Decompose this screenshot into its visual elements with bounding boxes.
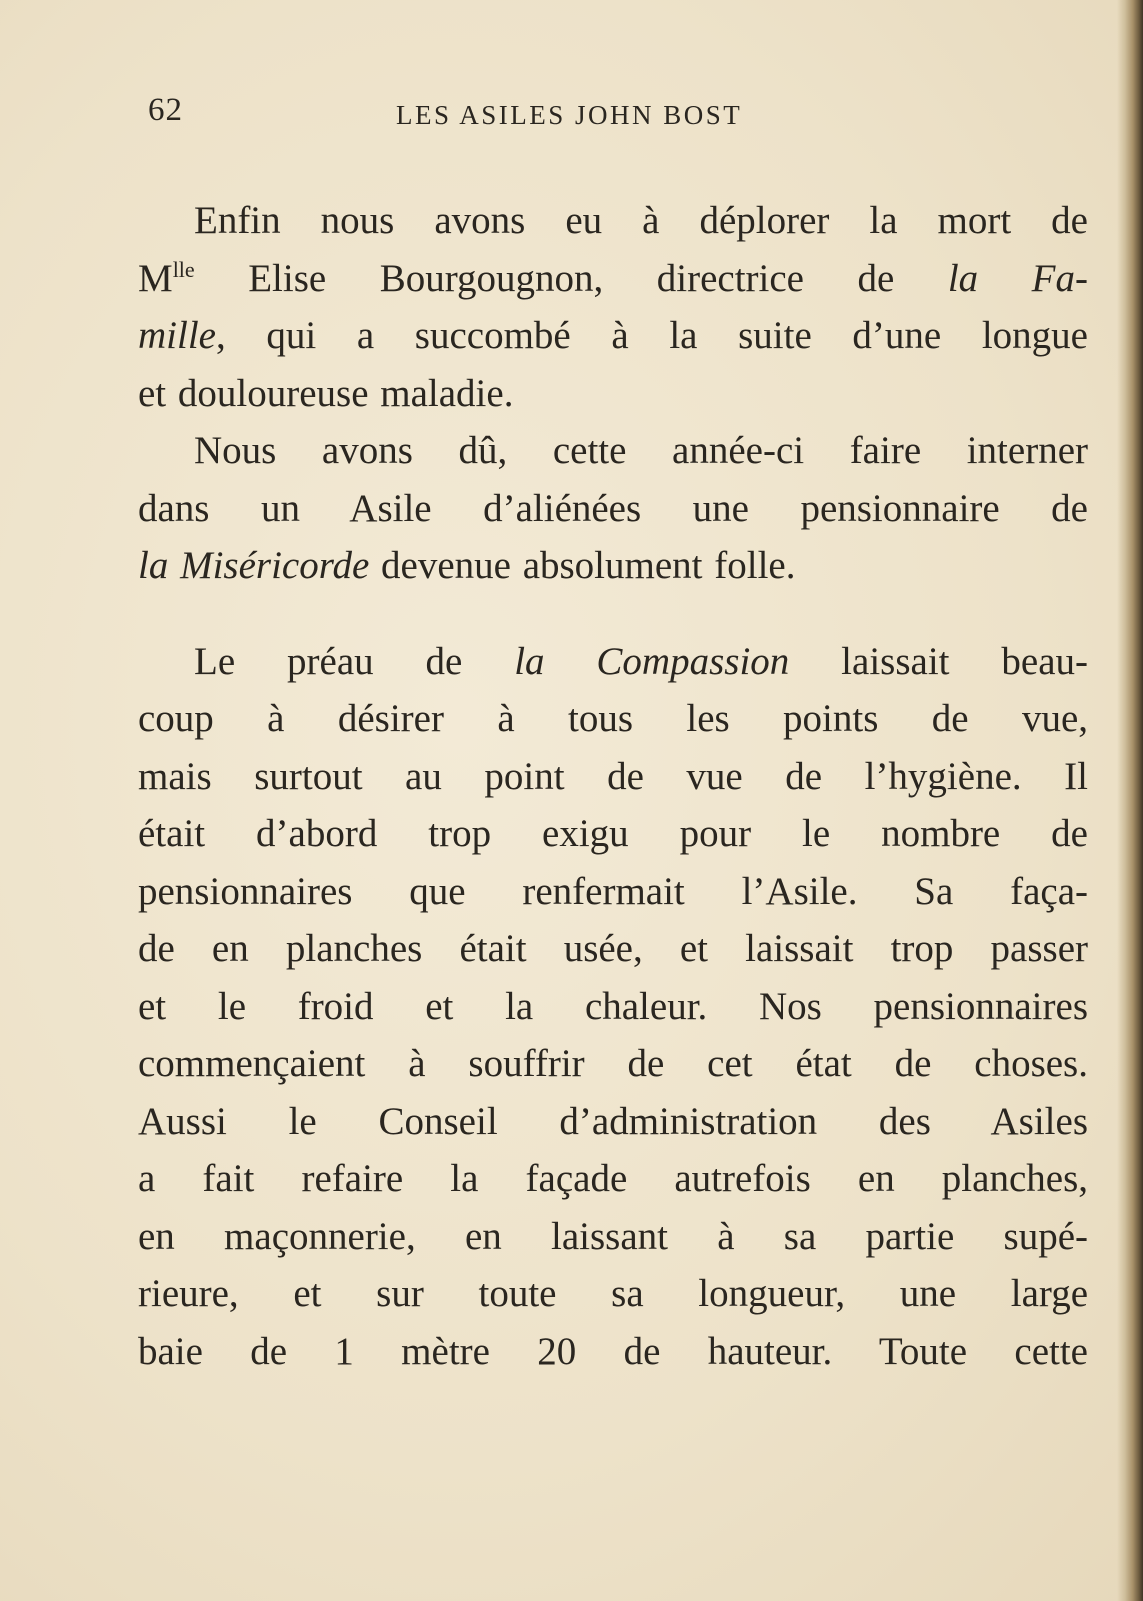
text-line: dans un Asile d’aliénées une pensionnaire de <box>138 486 1088 530</box>
text-fragment: , qui a succombé à la suite d’une longue <box>215 314 1088 357</box>
text-fragment: Elise Bourgougnon, directrice de <box>194 256 948 300</box>
text-line: et le froid et la chaleur. Nos pensionnaires <box>138 984 1088 1028</box>
text-line: commençaient à souffrir de cet état de choses. <box>138 1042 1088 1085</box>
superscript: lle <box>172 256 195 282</box>
text-line: Nous avons dû, cette année-ci faire interner <box>194 429 1088 472</box>
text-line: pensionnaires que renfermait l’Asile. Sa faça- <box>138 869 1088 913</box>
text-line: Aussi le Conseil d’administration des Asiles <box>138 1099 1088 1143</box>
text-fragment: Le préau de <box>194 639 515 683</box>
text-fragment: M <box>138 256 173 300</box>
running-title: LES ASILES JOHN BOST <box>396 100 743 130</box>
paragraph-2 <box>138 422 1088 595</box>
paragraph-gap <box>138 595 1088 633</box>
text-line: en maçonnerie, en laissant à sa partie supé- <box>138 1214 1088 1258</box>
paragraph-3 <box>138 633 1088 1381</box>
page-number: 62 <box>148 92 183 128</box>
text-line: de en planches était usée, et laissait trop passer <box>138 927 1088 970</box>
text-line: mais surtout au point de vue de l’hygiène. Il <box>138 754 1088 798</box>
text-line: rieure, et sur toute sa longueur, une large <box>138 1272 1088 1315</box>
text-line <box>138 250 1088 308</box>
text-line: baie de 1 mètre 20 de hauteur. Toute cette <box>138 1329 1088 1373</box>
text-line: était d’abord trop exigu pour le nombre de <box>138 812 1088 855</box>
text-line: et douloureuse maladie. <box>138 371 514 415</box>
text-line <box>138 537 1088 595</box>
text-line <box>138 633 1088 691</box>
italic-title: la Fa- <box>947 256 1088 300</box>
text-line: a fait refaire la façade autrefois en planches, <box>138 1157 1088 1200</box>
italic-title: la Compassion <box>514 639 790 683</box>
page-edge-shadow <box>1117 0 1143 1601</box>
running-head <box>148 92 1068 142</box>
text-line <box>138 307 1088 365</box>
text-fragment: laissait beau- <box>789 639 1088 683</box>
paragraph-1 <box>138 192 1088 422</box>
italic-title: la Miséricorde <box>138 544 370 587</box>
text-fragment: devenue absolument folle. <box>369 544 796 587</box>
text-line: Enfin nous avons eu à déplorer la mort de <box>194 199 1088 242</box>
text-line: coup à désirer à tous les points de vue, <box>138 697 1088 740</box>
body-text <box>138 192 1088 1380</box>
italic-title: mille <box>138 314 216 357</box>
